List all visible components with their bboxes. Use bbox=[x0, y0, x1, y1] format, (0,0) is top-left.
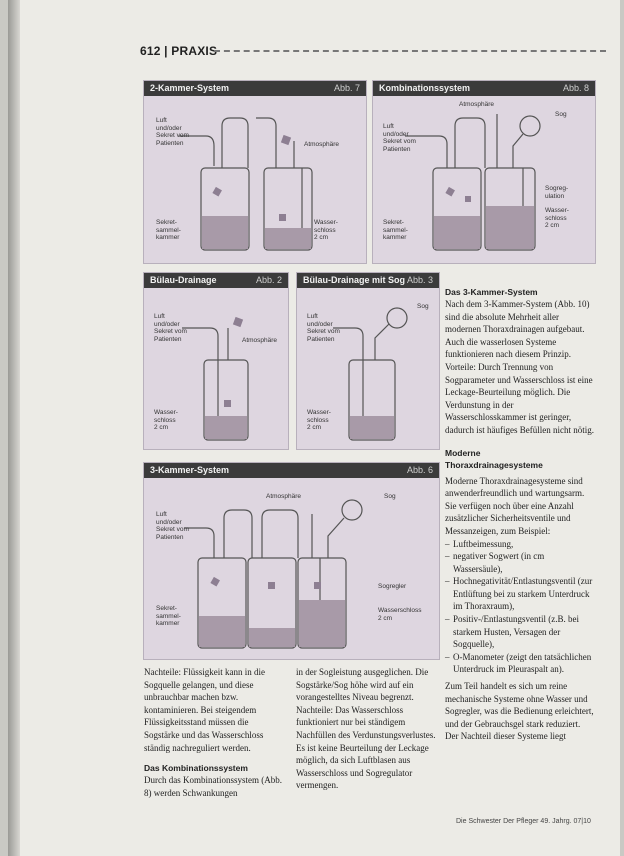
label-sekret: Sekret- sammel- kammer bbox=[156, 605, 181, 627]
paragraph: Zum Teil handelt es sich um reine mechanische Systeme ohne Wasser und Sogregler, was die Bedienung erleichtert, und der Gebrauchsgel stark reduziert. Der Nachteil dieser Systeme liegt bbox=[445, 681, 594, 742]
figure-ref: Abb. 6 bbox=[406, 465, 433, 475]
paragraph: Vorteile: Durch Trennung von Sogparameter und Wasserschloss ist eine Leckage-Beurteilung möglich. Die Verdunstung in der Wasserschlosskammer ist geringer, dadurch ist häufiges Befüllen nicht nötig. bbox=[445, 361, 594, 435]
list-item: – Hochnegativität/Entlastungsventil (zur Entlüftung bei zu starkem Unterdruck im Thoraxraum), bbox=[453, 575, 595, 613]
middle-text-column bbox=[296, 666, 436, 792]
figure-title: Bülau-Drainage bbox=[150, 275, 217, 285]
heading-line: Thoraxdrainagesysteme bbox=[445, 459, 543, 470]
list-item: – O-Manometer (zeigt den tatsächlichen Unterdruck im Pleuraspalt an). bbox=[453, 651, 595, 676]
figure-title: 3-Kammer-System bbox=[150, 465, 230, 475]
left-text-column bbox=[144, 666, 284, 799]
right-text-column bbox=[445, 286, 595, 743]
figure-title: Bülau-Drainage mit Sog bbox=[303, 275, 406, 285]
label-sekret: Sekret- sammel- kammer bbox=[156, 219, 181, 241]
page-header: 612 | PRAXIS bbox=[140, 44, 218, 58]
label-luft: Luft und/oder Sekret vom Patienten bbox=[383, 123, 416, 153]
heading-kombinationssystem: Das Kombinationssystem bbox=[144, 763, 248, 774]
heading-line: Moderne bbox=[445, 447, 481, 458]
section-title: PRAXIS bbox=[171, 44, 218, 58]
paragraph: Durch das Kombinationssystem (Abb. 8) werden Schwankungen bbox=[144, 775, 282, 798]
list-item: – Positiv-/Entlastungsventil (z.B. bei starkem Husten, Versagen der Sogquelle), bbox=[453, 613, 595, 651]
document-page bbox=[8, 0, 620, 856]
label-luft: Luft und/oder Sekret vom Patienten bbox=[156, 511, 189, 541]
label-wasserschloss: Wasser- schloss 2 cm bbox=[314, 219, 338, 241]
label-luft: Luft und/oder Sekret vom Patienten bbox=[156, 117, 189, 147]
feature-list bbox=[445, 538, 595, 677]
list-item: – Luftbeimessung, bbox=[453, 538, 595, 551]
label-wasserschloss: Wasser- schloss 2 cm bbox=[154, 409, 178, 431]
heading-3-kammer: Das 3-Kammer-System bbox=[445, 287, 538, 297]
label-sogregler: Sogregler bbox=[378, 583, 407, 590]
figure-title: Kombinationssystem bbox=[379, 83, 471, 93]
label-sekret: Sekret- sammel- kammer bbox=[383, 219, 408, 241]
label-sog: Sog bbox=[384, 493, 396, 500]
figure-2-kammer-system bbox=[143, 80, 367, 264]
paragraph: Nach dem 3-Kammer-System (Abb. 10) sind die absolute Mehrheit aller modernen Thoraxdrainagen aufgebaut. Auch die wasserlosen Systeme funktionieren nach diesem Prinzip. bbox=[445, 299, 590, 360]
figure-kombinationssystem bbox=[372, 80, 596, 264]
header-rule bbox=[214, 50, 606, 52]
paragraph: Moderne Thoraxdrainagesysteme sind anwenderfreundlich und wartungsarm. Sie verfügen noch über eine Anzahl zusätzlicher Sicherheitsventile und Messanzeigen, zum Beispiel: bbox=[445, 475, 585, 536]
list-item: – negativer Sogwert (in cm Wassersäule), bbox=[453, 550, 595, 575]
binding-spine bbox=[8, 0, 20, 856]
figure-ref: Abb. 7 bbox=[333, 83, 360, 93]
figure-title: 2-Kammer-System bbox=[150, 83, 230, 93]
figure-buelau-drainage bbox=[143, 272, 289, 450]
label-wasserschloss: Wasser- schloss 2 cm bbox=[545, 207, 569, 229]
heading-moderne bbox=[445, 447, 595, 471]
label-sog: Sog bbox=[417, 303, 429, 310]
label-sog: Sog bbox=[555, 111, 567, 118]
label-atmosphaere: Atmosphäre bbox=[304, 141, 340, 148]
label-atmosphaere: Atmosphäre bbox=[242, 337, 278, 344]
paragraph: in der Sogleistung ausgeglichen. Die Sogstärke/Sog höhe wird auf ein vorangestelltes Niveau begrenzt. bbox=[296, 667, 429, 703]
figure-illustration bbox=[144, 478, 439, 659]
label-luft: Luft und/oder Sekret vom Patienten bbox=[307, 313, 340, 343]
paragraph: Nachteile: Das Wasserschloss funktioniert nur bei ständigem Nachfüllen des Verdunstungsverlustes. Es ist keine Beurteilung der Leckage möglich, da sich Luftblasen aus Wasserschloss und Sogregulator vermengen. bbox=[296, 704, 436, 791]
figure-buelau-drainage-mit-sog bbox=[296, 272, 440, 450]
figure-ref: Abb. 2 bbox=[255, 275, 282, 285]
label-atmosphaere: Atmosphäre bbox=[266, 493, 302, 500]
figure-3-kammer-system bbox=[143, 462, 440, 660]
paragraph: Nachteile: Flüssigkeit kann in die Sogquelle gelangen, und diese unbrauchbar machen bzw. kontaminieren. Bei steigendem Flüssigkeitsstand müssen die Sogstärke und das Wasserschloss ständig nachreguliert werden. bbox=[144, 667, 265, 753]
figure-ref: Abb. 8 bbox=[562, 83, 589, 93]
label-wasserschloss: Wasser- schloss 2 cm bbox=[307, 409, 331, 431]
label-luft: Luft und/oder Sekret vom Patienten bbox=[154, 313, 187, 343]
page-footer: Die Schwester Der Pfleger 49. Jahrg. 07|10 bbox=[456, 818, 591, 825]
label-atmosphaere: Atmosphäre bbox=[459, 101, 495, 108]
page-number: 612 bbox=[140, 44, 161, 58]
figure-ref: Abb. 3 bbox=[406, 275, 433, 285]
label-wasserschloss: Wasserschloss 2 cm bbox=[378, 607, 422, 622]
label-sogregulation: Sogreg- ulation bbox=[545, 185, 569, 200]
